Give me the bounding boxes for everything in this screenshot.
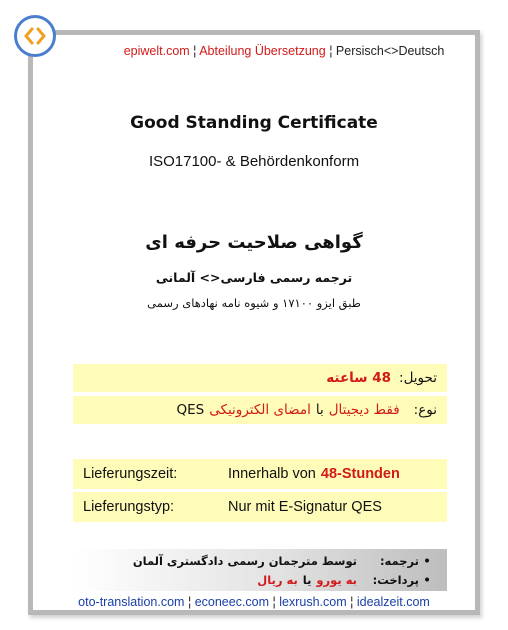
footer-link-oto[interactable]: oto-translation.com xyxy=(78,595,185,609)
document-subtitle: ISO17100- & Behördenkonform xyxy=(148,153,360,170)
code-brackets-logo-icon xyxy=(14,15,56,57)
separator: ¦ xyxy=(329,44,333,58)
separator: ¦ xyxy=(193,44,197,58)
persian-type-qes: QES xyxy=(176,402,205,418)
separator: ¦ xyxy=(187,595,192,609)
payment-or: یا xyxy=(302,572,312,587)
persian-standard-note: طبق ایزو ۱۷۱۰۰ و شیوه نامه نهادهای رسمی xyxy=(147,296,361,310)
site-link[interactable]: epiwelt.com xyxy=(123,44,190,58)
persian-type-digital: فقط دیجیتال xyxy=(328,402,400,418)
german-delivery-prefix: Innerhalb von xyxy=(228,466,316,482)
persian-type-signature: امضای الکترونیکی xyxy=(209,402,311,418)
footer-link-lexrush[interactable]: lexrush.com xyxy=(279,595,347,609)
language-pair: Persisch<>Deutsch xyxy=(335,44,445,58)
footer-link-econeec[interactable]: econeec.com xyxy=(194,595,270,609)
bullet-icon: • xyxy=(423,553,431,568)
persian-type-with: با xyxy=(315,402,324,418)
footer-link-idealzeit[interactable]: idealzeit.com xyxy=(356,595,430,609)
persian-delivery-value: 48 ساعته xyxy=(326,370,392,386)
translation-row xyxy=(73,551,447,570)
separator: ¦ xyxy=(272,595,276,609)
separator: ¦ xyxy=(350,595,354,609)
german-type-value: Nur mit E-Signatur QES xyxy=(228,499,382,515)
german-delivery-value: 48-Stunden xyxy=(320,466,400,482)
german-type-label: Lieferungstyp: xyxy=(83,499,175,515)
persian-delivery-row xyxy=(73,364,447,392)
bullet-icon: • xyxy=(423,572,431,587)
persian-type-row xyxy=(73,396,447,424)
persian-title: گواهی صلاحیت حرفه ای xyxy=(145,232,363,253)
department-link[interactable]: Abteilung Übersetzung xyxy=(199,44,326,58)
german-delivery-label: Lieferungszeit: xyxy=(83,466,178,482)
persian-type-label: نوع: xyxy=(413,402,437,418)
payment-label: پرداخت: xyxy=(372,572,419,587)
payment-rial: به ریال xyxy=(257,572,298,587)
translation-label: ترجمه: xyxy=(379,553,419,568)
payment-row xyxy=(73,570,447,589)
document-title: Good Standing Certificate xyxy=(130,113,378,133)
persian-delivery-label: تحویل: xyxy=(399,370,437,386)
footer-links xyxy=(0,595,508,609)
payment-euro: به یورو xyxy=(316,572,357,587)
german-delivery-row xyxy=(73,459,447,489)
german-type-row xyxy=(73,492,447,522)
persian-subtitle: ترجمه رسمی فارسی<> آلمانی xyxy=(155,270,353,285)
header-line xyxy=(60,44,508,58)
info-box xyxy=(73,549,447,591)
translation-value: توسط مترجمان رسمی دادگستری آلمان xyxy=(132,553,357,568)
